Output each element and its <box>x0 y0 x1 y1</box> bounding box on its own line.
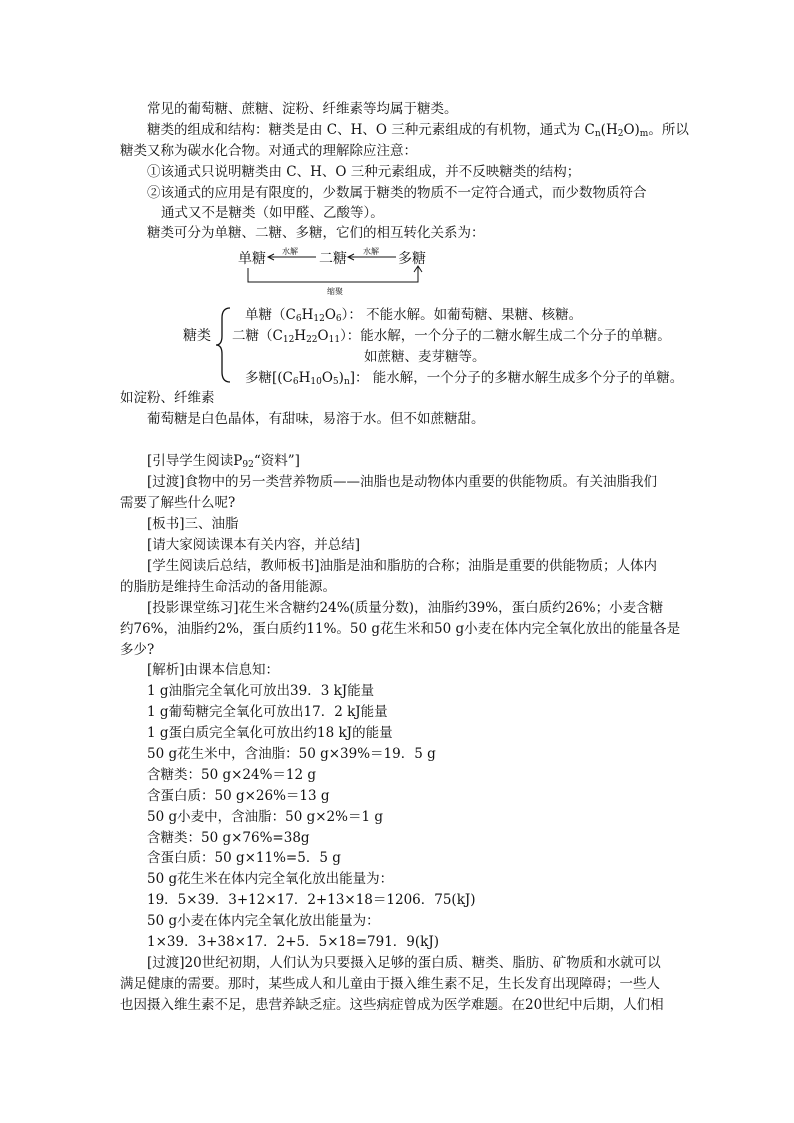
paragraph-line: ①该通式只说明糖类由 C、H、O 三种元素组成，并不反映糖类的结构； <box>147 164 581 180</box>
paragraph-line: 1 g葡萄糖完全氧化可放出17．2 kJ能量 <box>147 704 388 720</box>
classification-head: 糖类 <box>183 328 211 344</box>
text: (H <box>600 122 618 138</box>
paragraph-line: 1 g蛋白质完全氧化可放出约18 kJ的能量 <box>147 725 393 741</box>
subscript: 6 <box>295 314 302 324</box>
text: H <box>298 370 311 386</box>
di-row <box>232 327 671 349</box>
paragraph-line: [学生阅读后总结，教师板书]油脂是油和脂肪的合称；油脂是重要的供能物质；人体内 <box>147 558 658 574</box>
paragraph-line: 50 g小麦在体内完全氧化放出能量为： <box>147 913 380 929</box>
paragraph-line: 糖类可分为单糖、二糖、多糖，它们的相互转化关系为： <box>147 225 485 241</box>
text: [引导学生阅读P <box>147 453 243 469</box>
subscript: 12 <box>313 314 325 324</box>
text: H <box>294 328 307 344</box>
paragraph-line: 19．5×39．3+12×17．2+13×18＝1206．75(kJ) <box>147 892 476 908</box>
subscript: n <box>343 377 350 387</box>
paragraph-line: 葡萄糖是白色晶体，有甜味，易溶于水。但不如蔗糖甜。 <box>147 411 485 427</box>
brace-icon <box>214 306 234 384</box>
paragraph-line: [解析]由课本信息知： <box>147 662 280 678</box>
paragraph-line: 含蛋白质：50 g×26%＝13 g <box>147 788 330 804</box>
text: 。所以 <box>648 122 689 138</box>
text: O <box>321 370 333 386</box>
conversion-arrows <box>230 240 440 300</box>
text: 二糖（C <box>232 328 283 344</box>
paragraph-line: 50 g花生米中，含油脂：50 g×39%＝19．5 g <box>147 746 436 762</box>
paragraph-line: [过渡]食物中的另一类营养物质——油脂也是动物体内重要的供能物质。有关油脂我们 <box>147 474 658 490</box>
paragraph-line: [请大家阅读课本有关内容，并总结] <box>147 537 361 553</box>
poly-row <box>245 369 683 391</box>
paragraph-line: 50 g小麦中，含油脂：50 g×2%＝1 g <box>147 809 383 825</box>
condensation-label: 缩聚 <box>327 287 343 296</box>
disaccharide-label: 二糖 <box>319 251 347 267</box>
text: O) <box>623 122 640 138</box>
text: 糖类的组成和结构：糖类是由 C、H、O 三种元素组成的有机物，通式为 C <box>147 122 595 138</box>
paragraph-line <box>147 121 689 143</box>
paragraph-line: 如淀粉、纤维素 <box>120 390 215 406</box>
subscript: 92 <box>242 460 254 470</box>
paragraph-line: 需要了解些什么呢? <box>120 495 236 511</box>
subscript: 22 <box>306 335 318 345</box>
paragraph-line: 含蛋白质：50 g×11%=5．5 g <box>147 850 341 866</box>
paragraph-line: 1 g油脂完全氧化可放出39．3 kJ能量 <box>147 683 375 699</box>
conversion-diagram <box>230 240 440 300</box>
paragraph-line: 50 g花生米在体内完全氧化放出能量为： <box>147 871 394 887</box>
paragraph-line: [过渡]20世纪初期，人们认为只要摄入足够的蛋白质、糖类、脂肪、矿物质和水就可以 <box>147 955 661 971</box>
subscript: 2 <box>617 129 624 139</box>
text: ）：能水解，一个分子的二糖水解生成二个分子的单糖。 <box>340 328 671 344</box>
di-examples: 如蔗糖、麦芽糖等。 <box>364 349 486 365</box>
paragraph-line: 也因摄入维生素不足，患营养缺乏症。这些病症曾成为医学难题。在20世纪中后期，人们相 <box>120 997 664 1013</box>
paragraph-line: 糖类又称为碳水化合物。对通式的理解除应注意： <box>120 143 417 159</box>
mono-row <box>245 306 582 328</box>
text: 单糖（C <box>245 307 296 323</box>
text: ]： 能水解，一个分子的多糖水解生成多个分子的单糖。 <box>349 370 684 386</box>
subscript: 5 <box>332 377 339 387</box>
text: 多糖[(C <box>245 370 293 386</box>
text: ) <box>338 370 344 386</box>
text: H <box>301 307 314 323</box>
paragraph-line: 含糖类：50 g×76%=38g <box>147 830 310 846</box>
paragraph-line: 的脂肪是维持生命活动的备用能源。 <box>120 579 336 595</box>
subscript: 12 <box>282 335 295 345</box>
paragraph-line: 约76%，油脂约2%，蛋白质约11%。50 g花生米和50 g小麦在体内完全氧化放出的能量各是 <box>120 621 681 637</box>
text: O <box>317 328 329 344</box>
subscript: 11 <box>328 335 341 345</box>
paragraph-line <box>147 452 300 474</box>
paragraph-line: [投影课堂练习]花生米含糖约24%(质量分数)，油脂约39%，蛋白质约26%；小麦含糖 <box>147 600 664 616</box>
subscript: 6 <box>335 314 342 324</box>
hydrolysis-label: 水解 <box>363 247 379 256</box>
subscript: 10 <box>310 377 322 387</box>
paragraph-line: [板书]三、油脂 <box>147 516 239 532</box>
hydrolysis-label: 水解 <box>282 247 298 256</box>
paragraph-line: 多少? <box>120 642 155 658</box>
monosaccharide-label: 单糖 <box>238 251 266 267</box>
arrow-mono-to-poly <box>248 266 418 282</box>
polysaccharide-label: 多糖 <box>398 251 426 267</box>
text: ）： 不能水解。如葡萄糖、果糖、核糖。 <box>341 307 583 323</box>
subscript: 6 <box>292 377 299 387</box>
text: O <box>324 307 336 323</box>
paragraph-line: 含糖类：50 g×24%＝12 g <box>147 767 317 783</box>
subscript: n <box>594 129 601 139</box>
text: “资料”] <box>253 453 300 469</box>
paragraph-line: 常见的葡萄糖、蔗糖、淀粉、纤维素等均属于糖类。 <box>147 101 458 117</box>
paragraph-line: 通式又不是糖类（如甲醛、乙酸等）。 <box>161 205 384 221</box>
paragraph-line: ②该通式的应用是有限度的，少数属于糖类的物质不一定符合通式，而少数物质符合 <box>147 185 647 201</box>
subscript: m <box>639 129 649 139</box>
paragraph-line: 1×39．3+38×17．2+5．5×18=791．9(kJ) <box>147 934 440 950</box>
paragraph-line: 满足健康的需要。那时，某些成人和儿童由于摄入维生素不足，生长发育出现障碍；一些人 <box>120 976 660 992</box>
